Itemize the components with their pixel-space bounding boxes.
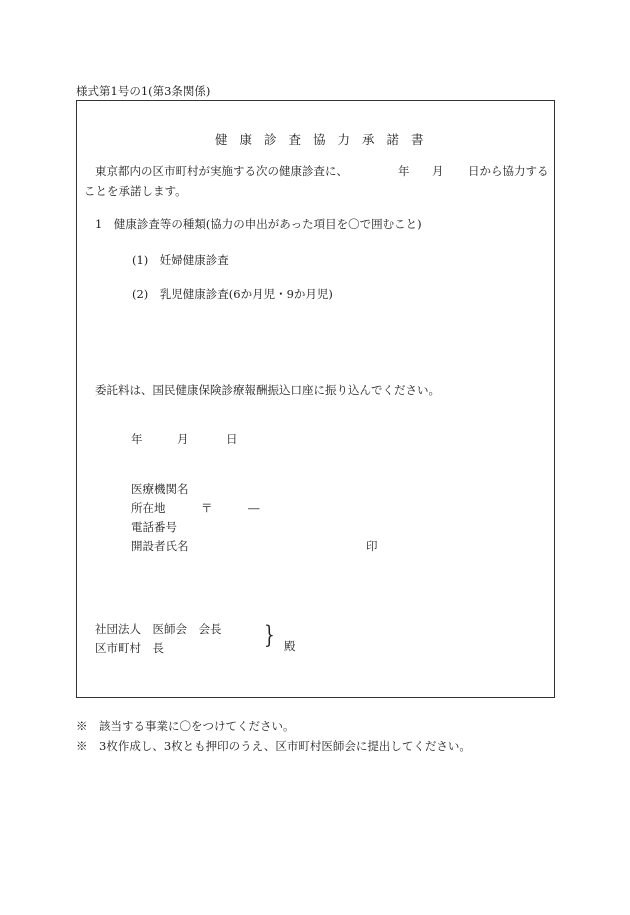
- exam-item-infant: (2) 乳児健康診査(6か月児・9か月児): [132, 287, 333, 301]
- addressee-brace: }: [264, 621, 275, 649]
- note-2: ※ 3枚作成し、3枚とも押印のうえ、区市町村医師会に提出してください。: [76, 739, 471, 753]
- intro-month: 月: [432, 164, 444, 178]
- address-label: 所在地: [131, 501, 166, 515]
- postal-mark: 〒: [201, 501, 213, 515]
- intro-text: 東京都内の区市町村が実施する次の健康診査に、: [95, 164, 348, 178]
- addressee-line2: 区市町村 長: [95, 641, 164, 655]
- date-day: 日: [226, 432, 238, 446]
- date-month: 月: [177, 432, 189, 446]
- form-number: 様式第1号の1(第3条関係): [76, 84, 211, 98]
- seal-mark: 印: [366, 539, 378, 553]
- note-1: ※ 該当する事業に〇をつけてください。: [76, 719, 295, 733]
- form-title: 健康診査協力承諾書: [215, 132, 436, 147]
- postal-dash: ―: [248, 501, 260, 515]
- phone-label: 電話番号: [131, 520, 177, 534]
- addressee-honorific: 殿: [284, 639, 296, 653]
- exam-item-prenatal: (1) 妊婦健康診査: [132, 253, 229, 267]
- intro-tail: 日から協力する: [468, 164, 549, 178]
- institution-label: 医療機関名: [131, 482, 189, 496]
- intro-text-line2: ことを承諾します。: [84, 184, 187, 198]
- intro-year: 年: [398, 164, 410, 178]
- date-year: 年: [131, 432, 143, 446]
- addressee-line1: 社団法人 医師会 会長: [95, 622, 222, 636]
- commission-note: 委託料は、国民健康保険診療報酬振込口座に振り込んでください。: [95, 383, 440, 397]
- section1-heading: 1 健康診査等の種類(協力の申出があった項目を〇で囲むこと): [95, 217, 422, 231]
- founder-label: 開設者氏名: [131, 539, 189, 553]
